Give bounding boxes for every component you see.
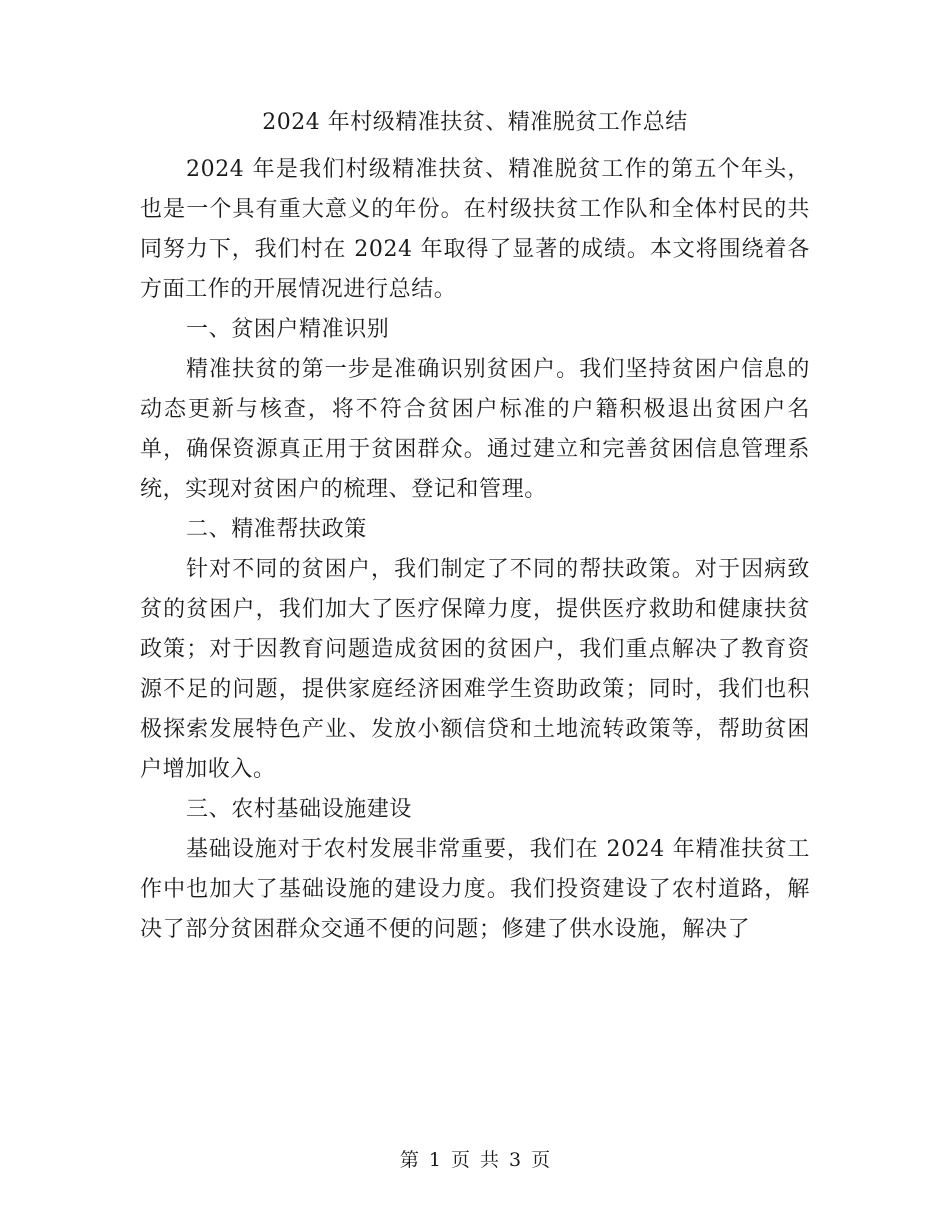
- section-heading-2: 二、精准帮扶政策: [186, 517, 367, 542]
- section-heading-1: 一、贫困户精准识别: [186, 317, 390, 342]
- section-3-paragraph: 基础设施对于农村发展非常重要，我们在 2024 年精准扶贫工作中也加大了基础设施的建设力度。我们投资建设了农村道路，解决了部分贫困群众交通不便的问题；修建了供水设施，解决了: [140, 837, 810, 942]
- section-heading-3: 三、农村基础设施建设: [186, 797, 413, 822]
- section-2-paragraph: 针对不同的贫困户，我们制定了不同的帮扶政策。对于因病致贫的贫困户，我们加大了医疗保障力度，提供医疗救助和健康扶贫政策；对于因教育问题造成贫困的贫困户，我们重点解决了教育资源不足的问题，提供家庭经济困难学生资助政策；同时，我们也积极探索发展特色产业、发放小额信贷和土地流转政策等，帮助贫困户增加收入。: [140, 557, 810, 782]
- document-body: [140, 150, 810, 950]
- intro-paragraph: 2024 年是我们村级精准扶贫、精准脱贫工作的第五个年头，也是一个具有重大意义的年份。在村级扶贫工作队和全体村民的共同努力下，我们村在 2024 年取得了显著的成绩。本文将围绕着各方面工作的开展情况进行总结。: [140, 157, 810, 302]
- page-number-footer: 第 1 页 共 3 页: [399, 1149, 551, 1171]
- document-title: 2024 年村级精准扶贫、精准脱贫工作总结: [262, 110, 688, 135]
- section-1-paragraph: 精准扶贫的第一步是准确识别贫困户。我们坚持贫困户信息的动态更新与核查，将不符合贫困户标准的户籍积极退出贫困户名单，确保资源真正用于贫困群众。通过建立和完善贫困信息管理系统，实现对贫困户的梳理、登记和管理。: [140, 357, 810, 502]
